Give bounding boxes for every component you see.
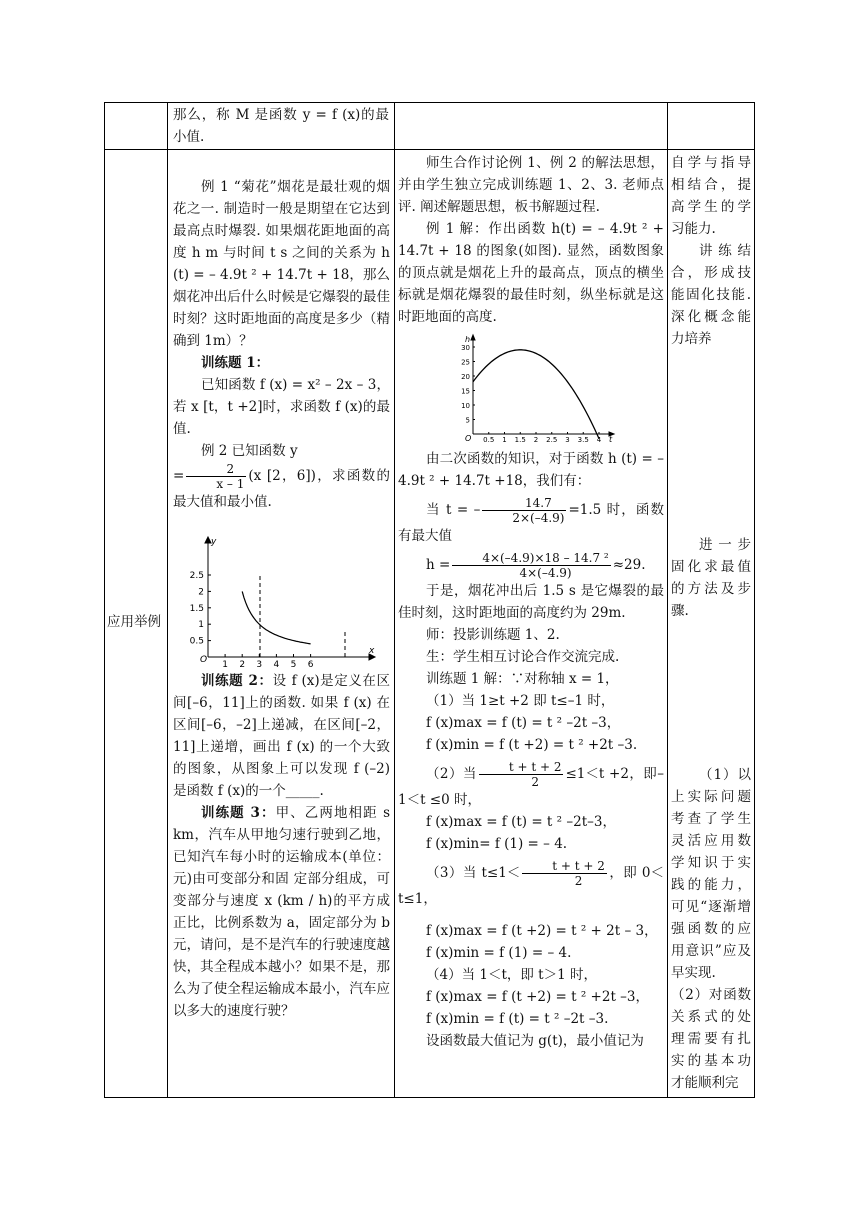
intent-2 bbox=[671, 534, 751, 622]
intent-3 bbox=[671, 764, 751, 1094]
intent-text-4: （1）以上实际问题考查了学生灵活应用数学知识于实践的能力，可见“逐渐增强函数的应用意识”应及早实现. bbox=[671, 767, 751, 981]
fraction-numerator: t + t + 2 bbox=[522, 859, 607, 874]
teaching-process-bottom bbox=[398, 448, 664, 1052]
case-1: （1）当 1≥t +2 即 t≤–1 时， bbox=[426, 693, 615, 709]
y-tick-label: 5 bbox=[465, 416, 470, 425]
fraction-numerator: 14.7 bbox=[482, 496, 566, 511]
y-axis-label: h bbox=[465, 335, 471, 344]
example-2-graph bbox=[186, 535, 376, 670]
fraction-numerator: t + t + 2 bbox=[479, 760, 564, 775]
y-axis-label: y bbox=[211, 537, 217, 547]
example-2-text-b: (x [2，6])，求函数的最大值和最小值. bbox=[173, 468, 390, 510]
y-tick-label: 25 bbox=[461, 358, 470, 367]
y-tick-label: 1 bbox=[198, 620, 204, 631]
example-1-text: 例 1 “菊花”烟花是最壮观的烟花之一. 制造时一般是期望在它达到最高点时爆裂. 如果烟花距地面的高度 h m 与时间 t s 之间的关系为 h (t) = – 4.9t ² + 14.7t + 18，那么烟花冲出后什么时候是它爆裂的最佳时刻？这时距地面的高度是多少（精确到 1m）？ bbox=[173, 179, 390, 349]
case-4: （4）当 1＜t，即 t＞1 时， bbox=[426, 967, 597, 983]
process-paragraph-7: 师：投影训练题 1、2. bbox=[426, 627, 560, 643]
x-tick-label: 1 bbox=[502, 436, 507, 444]
process-paragraph-final: 设函数最大值记为 g(t)，最小值记为 bbox=[426, 1033, 644, 1049]
x-tick-label: 4 bbox=[273, 660, 280, 670]
y-tick-label: 30 bbox=[461, 344, 470, 352]
x-tick-label: 5 bbox=[290, 660, 297, 670]
training-2-text: 设 f (x)是定义在区间[–6，11]上的函数. 如果 f (x) 在区间[–6，–2]上递减，在区间[–2，11]上递增，画出 f (x) 的一个大致的图象，从图象上可以发现 f (–2) 是函数 f (x)的一个_____. bbox=[173, 673, 391, 799]
x-tick-label: 4 bbox=[596, 436, 602, 444]
intent-text-5: （2）对函数关系式的处理需要有扎实的基本功才能顺利完 bbox=[671, 987, 751, 1091]
y-tick-label: 15 bbox=[461, 387, 470, 396]
y-tick-label: 20 bbox=[461, 373, 470, 381]
x-axis-label: x bbox=[369, 646, 375, 656]
x-tick-label: 2 bbox=[239, 660, 246, 670]
case-2-b: ≤1＜t +2，即–1＜t ≤0 时， bbox=[398, 766, 664, 808]
example-2-text-a: 例 2 已知函数 y bbox=[201, 443, 298, 459]
fraction-denominator: 2 bbox=[574, 874, 583, 888]
x-tick-label: 1 bbox=[222, 660, 228, 670]
example-2-fraction bbox=[186, 462, 246, 491]
training-1-text: 已知函数 f (x) = x² – 2x – 3，若 x [t，t +2]时，求函数 f (x)的最值. bbox=[173, 377, 390, 437]
table-border-bottom bbox=[104, 1097, 755, 1098]
fraction-numerator: 2 bbox=[186, 462, 246, 477]
process-paragraph-6: 于是，烟花冲出后 1.5 s 是它爆裂的最佳时刻，这时距地面的高度约为 29m. bbox=[398, 583, 664, 621]
x-tick-label: 3 bbox=[256, 660, 263, 670]
column-divider bbox=[667, 102, 668, 1098]
column-divider bbox=[167, 102, 168, 1098]
y-tick-label: 0.5 bbox=[189, 636, 204, 647]
fraction-denominator: x – 1 bbox=[216, 477, 245, 491]
training-2-title: 训练题 2： bbox=[201, 673, 273, 689]
case-3-a: （3）当 t≤1＜ bbox=[426, 865, 521, 881]
case-4-min: f (x)min = f (t) = t ² –2t –3. bbox=[426, 1011, 609, 1027]
formula-t-b: =1.5 时，函数有最大值 bbox=[398, 502, 664, 544]
process-paragraph-2: 例 1 解：作出函数 h(t) = – 4.9t ² + 14.7t + 18 的图象(如图). 显然，函数图象的顶点就是烟花上升的最高点，顶点的横坐标就是烟花爆裂的最佳时刻，纵坐标就是这时距地面的高度. bbox=[398, 221, 664, 325]
intent-text-2: 讲练结合，形成技能固化技能. 深化概念能力培养 bbox=[671, 243, 751, 347]
formula-h-b: ≈29. bbox=[612, 557, 646, 573]
training-3-title: 训练题 3： bbox=[201, 805, 276, 821]
intent-1 bbox=[671, 152, 751, 350]
process-paragraph-3: 由二次函数的知识，对于函数 h (t) = – 4.9t ² + 14.7t +18，我们有： bbox=[398, 451, 664, 489]
height-curve bbox=[473, 350, 599, 439]
intent-text-1: 自学与指导相结合，提高学生的学习能力. bbox=[671, 155, 751, 237]
example-1-graph bbox=[459, 332, 619, 444]
table-border-top bbox=[104, 102, 755, 103]
intent-text-3: 进一步固化求最值的方法及步骤. bbox=[671, 537, 751, 619]
case-3-fraction bbox=[522, 859, 607, 888]
lesson-table bbox=[104, 102, 755, 1098]
process-paragraph-1: 师生合作讨论例 1、例 2 的解法思想，并由学生独立完成训练题 1、2、3. 老师点评. 阐述解题思想，板书解题过程. bbox=[398, 155, 664, 215]
formula-h-fraction bbox=[452, 551, 610, 580]
process-paragraph-8: 生：学生相互讨论合作交流完成. bbox=[426, 649, 620, 665]
y-tick-label: 2 bbox=[198, 587, 204, 598]
fraction-denominator: 2 bbox=[531, 775, 539, 789]
case-3-b: ，即 0＜t≤1， bbox=[398, 865, 664, 907]
formula-h-a: h = bbox=[426, 557, 451, 573]
row-divider bbox=[104, 149, 755, 150]
case-2-max: f (x)max = f (t) = t ² –2t–3， bbox=[426, 814, 616, 830]
x-tick-label: 6 bbox=[307, 660, 314, 670]
fraction-numerator: 4×(–4.9)×18 – 14.7 ² bbox=[452, 551, 610, 566]
x-tick-label: 3.5 bbox=[577, 436, 589, 444]
x-tick-label: 1.5 bbox=[514, 436, 526, 444]
teaching-process-top bbox=[398, 152, 664, 328]
training-3-text: 甲、乙两地相距 s km，汽车从甲地匀速行驶到乙地，已知汽车每小时的运输成本(单位：元)由可变部分和固 定部分组成，可变部分与速度 x (km / h)的平方成正比，比例系数为 a，固定部分为 b 元，请问，是不是汽车的行驶速度越快，其全程成本越小？如果不是，那么为了使全程运输成本最小，汽车应以多大的速度行驶？ bbox=[173, 805, 390, 1019]
x-tick-label: 0.5 bbox=[483, 436, 495, 444]
fraction-denominator: 2×(–4.9) bbox=[512, 511, 565, 525]
case-3-min: f (x)min = f (1) = – 4. bbox=[426, 945, 572, 961]
case-1-min: f (x)min = f (t +2) = t ² +2t –3. bbox=[426, 737, 638, 753]
y-tick-label: 10 bbox=[461, 402, 470, 410]
case-2-fraction bbox=[479, 760, 564, 789]
training-1-title: 训练题 1： bbox=[201, 355, 270, 371]
table-border-right bbox=[754, 102, 755, 1098]
row0-definition-text bbox=[173, 104, 389, 148]
function-curve bbox=[242, 591, 310, 644]
y-tick-label: 1.5 bbox=[189, 603, 204, 614]
row-label: 应用举例 bbox=[107, 614, 161, 630]
table-border-left bbox=[104, 102, 105, 1098]
formula-t-fraction bbox=[482, 496, 566, 525]
y-axis-arrow bbox=[471, 335, 475, 340]
definition-text: 那么，称 M 是函数 y = f (x)的最小值. bbox=[173, 107, 389, 145]
fraction-denominator: 4×(–4.9) bbox=[519, 566, 572, 580]
case-4-max: f (x)max = f (t +2) = t ² +2t –3， bbox=[426, 989, 650, 1005]
x-tick-label: 3 bbox=[565, 436, 570, 444]
case-2-a: （2）当 bbox=[426, 766, 477, 782]
case-1-max: f (x)max = f (t) = t ² –2t –3， bbox=[426, 715, 621, 731]
process-paragraph-9: 训练题 1 解：∵对称轴 x = 1， bbox=[426, 671, 619, 687]
case-3-max: f (x)max = f (t +2) = t ² + 2t – 3， bbox=[426, 923, 658, 939]
training-column bbox=[173, 670, 390, 1022]
y-tick-label: 2.5 bbox=[189, 571, 204, 581]
formula-t-a: 当 t = – bbox=[426, 502, 481, 518]
x-tick-label: 2 bbox=[533, 436, 539, 444]
column-divider bbox=[394, 102, 395, 1098]
x-tick-label: 2.5 bbox=[546, 436, 558, 444]
origin-label: O bbox=[200, 655, 208, 665]
case-2-min: f (x)min= f (1) = – 4. bbox=[426, 836, 568, 852]
x-axis-label: t bbox=[609, 435, 613, 444]
origin-label: O bbox=[465, 434, 472, 443]
examples-column: 例 1 “菊花”烟花是最壮观的烟花之一. 制造时一般是期望在它达到最高点时爆裂. 如果烟花距地面的高度 h m 与时间 t s 之间的关系为 h (t) = – 4.9t ² + 14.7t + 18，那么烟花冲出后什么时候是它爆裂的最佳时刻？这时距地面的高度是多少（精确到 1m）？ 训练题 1： 已知函数 f (x) = x² – 2x – 3，若 x [t，t +2]时，求函数 f (x)的最值. 例 2 已知函数 y = $\frac{2}{x - 1}$ (x [2，6])，求函数的最大值和最小值. bbox=[173, 176, 390, 513]
